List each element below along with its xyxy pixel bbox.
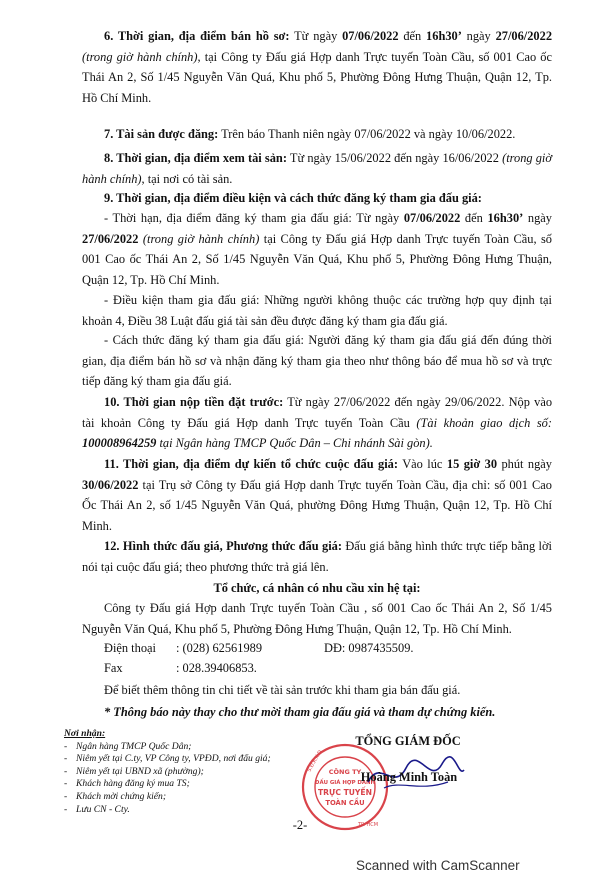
section-11-time: 15 giờ 30 bbox=[446, 457, 498, 471]
section-6-note: (trong giờ hành chính) bbox=[82, 49, 198, 64]
recipient-item-text: Lưu CN - Cty. bbox=[76, 803, 130, 815]
signer-name: Hoàng Minh Toàn bbox=[360, 770, 458, 784]
seal-line-3: TRỰC TUYẾN bbox=[318, 788, 372, 797]
section-10-label: 10. Thời gian nộp tiền đặt trước: bbox=[104, 395, 284, 409]
section-12-text: Đấu giá bằng hình thức trực tiếp bằng lời nói tại cuộc đấu giá; theo phương thức trả giá lên. bbox=[82, 539, 552, 574]
section-11-date: 30/06/2022 bbox=[82, 477, 139, 492]
section-9-registration bbox=[82, 208, 552, 290]
section-11-text3: tại Trụ sở Công ty Đấu giá Hợp danh Trực tuyến Toàn Cầu, địa chỉ: số 001 Cao Ốc Thái An 2, số 1/45 Nguyễn Văn Quá, phường Đông Hưng Thuận, Quận 12, Tp. Hồ Chí Minh. bbox=[82, 477, 552, 533]
contact-heading-text: Tổ chức, cá nhân có nhu cầu xin hệ tại: bbox=[213, 581, 421, 595]
section-8 bbox=[82, 148, 552, 189]
section-6 bbox=[82, 26, 552, 108]
fax-value: : 028.39406853. bbox=[176, 661, 257, 675]
section-12-label: 12. Hình thức đấu giá, Phương thức đấu giá: bbox=[104, 539, 342, 553]
section-6-text3: ngày bbox=[461, 29, 496, 43]
recipient-item: - Niêm yết tại C.ty, VP Công ty, VPĐD, nơi đấu giá; bbox=[64, 753, 271, 765]
section-9-p1-text3: ngày bbox=[523, 211, 553, 225]
section-10-account: 100008964259 bbox=[82, 436, 157, 450]
recipients-block bbox=[64, 728, 314, 816]
camscanner-watermark: Scanned with CamScanner bbox=[356, 858, 520, 873]
contact-more-info bbox=[82, 680, 552, 701]
mobile-value: DĐ: 0987435509. bbox=[324, 641, 414, 655]
svg-text:S.Đ.K.K.D: S.Đ.K.K.D bbox=[306, 749, 324, 773]
recipient-item: - Niêm yết tại UBND xã (phường); bbox=[64, 765, 204, 777]
phone-value: : (028) 62561989 bbox=[176, 641, 263, 655]
section-9-p1-text: - Thời hạn, địa điểm đăng ký tham gia đấu giá: Từ ngày bbox=[104, 211, 404, 225]
contact-more-info-text: Để biết thêm thông tin chi tiết về tài sản trước khi tham gia bán đấu giá. bbox=[104, 683, 461, 697]
contact-phone-row bbox=[104, 638, 552, 659]
section-11-text2: phút ngày bbox=[497, 457, 553, 471]
recipient-item-text: Niêm yết tại C.ty, VP Công ty, VPĐD, nơi đấu giá; bbox=[76, 753, 271, 765]
section-6-text5: , tại Công ty Đấu giá Hợp danh Trực tuyến Toàn Cầu, số 001 Cao ốc Thái An 2, Số 1/45 Nguyễn Văn Quá, Khu phố 5, Phường Đông Hưng Thuận, Quận 12, Tp. Hồ Chí Minh. bbox=[82, 49, 553, 105]
section-9-p1-date1: 07/06/2022 bbox=[403, 211, 461, 225]
contact-fax-row bbox=[104, 658, 552, 679]
recipient-item-text: Niêm yết tại UBND xã (phường); bbox=[76, 765, 204, 777]
section-10 bbox=[82, 392, 552, 454]
recipient-item: - Ngân hàng TMCP Quốc Dân; bbox=[64, 740, 192, 752]
recipient-item-text: Ngân hàng TMCP Quốc Dân; bbox=[76, 740, 192, 752]
section-10-note-b: tại Ngân hàng TMCP Quốc Dân – Chi nhánh Sài gòn). bbox=[156, 436, 433, 450]
section-11-label: 11. Thời gian, địa điểm dự kiến tổ chức cuộc đấu giá: bbox=[104, 457, 399, 471]
section-9-p1-time: 16h30’ bbox=[487, 211, 524, 225]
recipients-heading: Nơi nhận: bbox=[64, 728, 106, 739]
section-9-p1-note: (trong giờ hành chính) bbox=[142, 231, 260, 246]
recipient-item: - Lưu CN - Cty. bbox=[64, 803, 130, 815]
recipient-item-text: Khách mời chứng kiến; bbox=[76, 790, 167, 802]
notice bbox=[82, 702, 552, 723]
section-6-time: 16h30’ bbox=[426, 29, 462, 43]
section-11 bbox=[82, 454, 552, 536]
section-7-label: 7. Tài sản được đăng: bbox=[104, 127, 219, 141]
recipient-item: - Khách mời chứng kiến; bbox=[64, 790, 167, 802]
section-10-note-a: (Tài khoản giao dịch số: bbox=[416, 415, 552, 430]
section-9-method bbox=[82, 330, 552, 392]
section-9-label: 9. Thời gian, địa điểm điều kiện và cách thức đăng ký tham gia đấu giá: bbox=[104, 191, 482, 205]
signature-title: TỔNG GIÁM ĐỐC bbox=[355, 734, 461, 748]
recipient-item: - Khách hàng đăng ký mua TS; bbox=[64, 778, 190, 790]
fax-label: Fax bbox=[104, 661, 123, 675]
section-9-p3-text: - Cách thức đăng ký tham gia đấu giá: Người đăng ký tham gia đấu giá đến đúng thời gian, địa điểm bán hồ sơ và nhận đăng ký tham gia theo như thông báo để mua hồ sơ và trực tiếp đăng ký tham gia đấu giá. bbox=[82, 333, 552, 388]
section-6-label: 6. Thời gian, địa điểm bán hồ sơ: bbox=[104, 29, 290, 43]
section-9-p1-date2: 27/06/2022 bbox=[82, 231, 139, 246]
section-8-text2: , tại nơi có tài sản. bbox=[141, 171, 233, 186]
svg-text:TP. HCM: TP. HCM bbox=[358, 822, 379, 828]
section-8-text: Từ ngày 15/06/2022 đến ngày 16/06/2022 bbox=[286, 151, 503, 165]
seal-line-1: CÔNG TY bbox=[328, 768, 362, 776]
section-12 bbox=[82, 536, 552, 577]
section-6-text: Từ ngày bbox=[289, 29, 343, 43]
section-7-text: Trên báo Thanh niên ngày 07/06/2022 và ngày 10/06/2022. bbox=[218, 127, 516, 141]
page-number: -2- bbox=[292, 818, 308, 832]
seal-line-4: TOÀN CẦU bbox=[325, 799, 365, 807]
section-6-date1: 07/06/2022 bbox=[342, 29, 399, 43]
contact-heading bbox=[82, 578, 552, 599]
section-11-text: Vào lúc bbox=[398, 457, 447, 471]
recipient-item-text: Khách hàng đăng ký mua TS; bbox=[76, 778, 190, 790]
notice-text: * Thông báo này thay cho thư mời tham gia đấu giá và tham dự chứng kiến. bbox=[104, 705, 496, 719]
section-6-text2: đến bbox=[398, 29, 427, 43]
contact-company bbox=[82, 598, 552, 639]
contact-company-text: Công ty Đấu giá Hợp danh Trực tuyến Toàn Cầu , số 001 Cao ốc Thái An 2, Số 1/45 Nguyễn Văn Quá, Khu phố 5, Phường Đông Hưng Thuận, Quận 12, Tp. Hồ Chí Minh. bbox=[82, 601, 552, 636]
section-10-text: Từ ngày 27/06/2022 đến ngày 29/06/2022. Nộp vào tài khoản Công ty Đấu giá Hợp danh Trực tuyến Toàn Cầu bbox=[82, 395, 553, 430]
section-9-conditions bbox=[82, 290, 552, 331]
section-9-p2-text: - Điều kiện tham gia đấu giá: Những người không thuộc các trường hợp quy định tại khoản 4, Điều 38 Luật đấu giá tài sản đều được đăng ký tham gia đấu giá. bbox=[82, 293, 552, 328]
section-7 bbox=[82, 124, 552, 145]
seal-line-2: ĐẤU GIÁ HỢP DANH bbox=[314, 780, 376, 786]
phone-label: Điện thoại bbox=[104, 641, 156, 655]
section-6-date2: 27/06/2022 bbox=[495, 29, 553, 43]
section-8-note: (trong giờ hành chính) bbox=[82, 151, 552, 186]
section-9-heading bbox=[82, 188, 552, 209]
section-8-label: 8. Thời gian, địa điểm xem tài sản: bbox=[104, 151, 287, 165]
section-9-p1-text5: tại Công ty Đấu giá Hợp danh Trực tuyến Toàn Cầu, số 001 Cao ốc Thái An 2, Số 1/45 Nguyễn Văn Quá, Khu phố 5, Phường Đông Hưng Thuận, Quận 12, Tp. Hồ Chí Minh. bbox=[82, 231, 553, 287]
section-9-p1-text2: đến bbox=[460, 211, 488, 225]
